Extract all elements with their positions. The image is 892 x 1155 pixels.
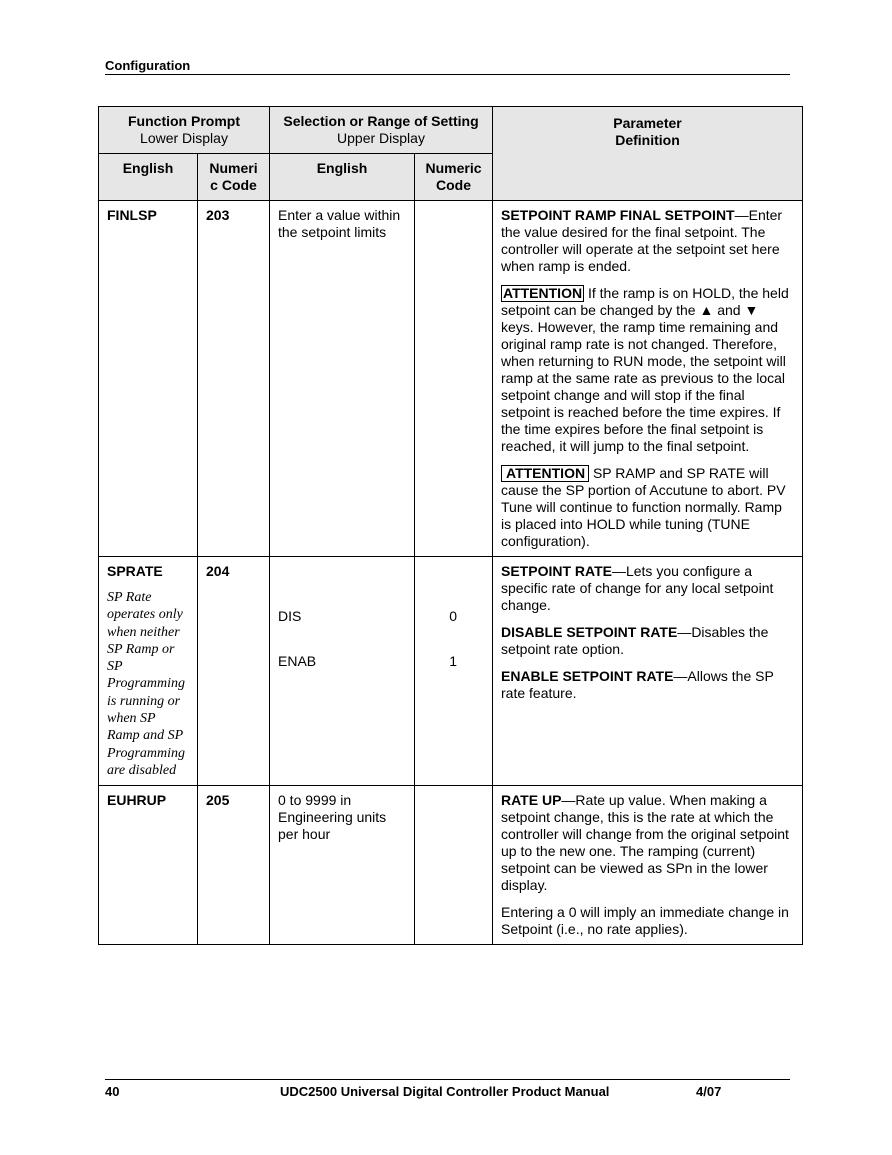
definition-title: DISABLE SETPOINT RATE: [501, 624, 678, 640]
numeric-cell: [415, 786, 493, 945]
english-selection-header: English: [270, 154, 415, 201]
page-number: 40: [105, 1084, 120, 1099]
code-cell: 205: [198, 786, 270, 945]
definition-paragraph: [501, 624, 794, 658]
code-cell: 203: [198, 201, 270, 557]
selection-cell: Enter a value within the setpoint limits: [270, 201, 415, 557]
prompt-name: SPRATE: [107, 563, 163, 579]
numeric-cell: [415, 201, 493, 557]
option-numeric: 1: [449, 653, 457, 669]
revision-date: 4/07: [696, 1084, 722, 1099]
upper-display-label: Upper Display: [337, 130, 425, 146]
attention-box: ATTENTION: [503, 285, 583, 301]
definition-text: —Disables the setpoint rate option.: [501, 624, 769, 657]
section-title: Configuration: [105, 58, 191, 73]
definition-title: RATE UP: [501, 792, 562, 809]
selection-cell: 0 to 9999 in Engineering units per hour: [270, 786, 415, 945]
manual-title: UDC2500 Universal Digital Controller Product Manual: [280, 1084, 610, 1099]
attention-note: [501, 465, 794, 550]
parameter-table: [98, 106, 803, 945]
definition-paragraph: [501, 792, 794, 894]
footer-divider: [105, 1079, 790, 1080]
definition-paragraph: [501, 668, 794, 702]
option-english: ENAB: [278, 653, 317, 669]
definition-label: Definition: [615, 132, 680, 148]
numeric-code-selection-header: Numeric Code: [415, 154, 493, 201]
parameter-definition-header: [493, 107, 803, 201]
definition-cell: [493, 786, 803, 945]
prompt-note: SP Rate operates only when neither SP Ramp or SP Programming is running or when SP Ramp and SP Programming are disabled: [107, 590, 186, 778]
prompt-cell: FINLSP: [99, 201, 198, 557]
selection-range-label: Selection or Range of Setting: [283, 113, 479, 129]
definition-text: —Rate up value. When making a setpoint change, this is the rate at which the controller will change from the original setpoint up to the new one. The ramping (current) setpoint can be viewed as SPn in the lower display.: [501, 792, 789, 894]
code-cell: 204: [198, 557, 270, 786]
option-numeric: 0: [449, 608, 457, 624]
definition-title: ENABLE SETPOINT RATE: [501, 668, 674, 684]
attention-text: SP RAMP and SP RATE will cause the SP portion of Accutune to abort. PV Tune will continue to function normally. Ramp is placed into HOLD while tuning (TUNE configuration).: [501, 465, 786, 549]
definition-paragraph: Entering a 0 will imply an immediate change in Setpoint (i.e., no rate applies).: [501, 904, 789, 938]
selection-range-header: [270, 107, 493, 154]
numeric-code-prompt-header: Numeri c Code: [198, 154, 270, 201]
function-prompt-label: Function Prompt: [128, 113, 240, 129]
english-prompt-header: English: [99, 154, 198, 201]
definition-text: —Enter the value desired for the final setpoint. The controller will operate at the setpoint set here when ramp is ended.: [501, 207, 783, 274]
definition-paragraph: [501, 563, 794, 614]
lower-display-label: Lower Display: [140, 130, 228, 146]
definition-cell: [493, 201, 803, 557]
definition-text: —Lets you configure a specific rate of change for any local setpoint change.: [501, 563, 774, 613]
definition-title: SETPOINT RAMP FINAL SETPOINT: [501, 207, 735, 223]
option-english: DIS: [278, 608, 302, 624]
attention-box: ATTENTION: [501, 465, 589, 482]
table-row: [99, 557, 803, 786]
definition-title: SETPOINT RATE: [501, 563, 612, 579]
prompt-cell: [99, 557, 198, 786]
attention-note: [501, 285, 794, 455]
definition-cell: [493, 557, 803, 786]
definition-text: —Allows the SP rate feature.: [501, 668, 774, 701]
numeric-cell: [415, 557, 493, 786]
table-row: [99, 201, 803, 557]
table-row: [99, 786, 803, 945]
definition-paragraph: [501, 207, 794, 275]
function-prompt-header: [99, 107, 270, 154]
prompt-cell: EUHRUP: [99, 786, 198, 945]
selection-cell: [270, 557, 415, 786]
parameter-label: Parameter: [613, 115, 682, 131]
header-divider: [105, 74, 790, 75]
attention-text: If the ramp is on HOLD, the held setpoint can be changed by the ▲ and ▼ keys. However, the ramp time remaining and original ramp rate is not changed. Therefore, when returning to RUN mode, the setpoint will ramp at the same rate as previous to the local setpoint change and will stop if the final setpoint is reached before the time expires. If the time expires before the final setpoint is reached, it will jump to the final setpoint.: [501, 285, 789, 454]
